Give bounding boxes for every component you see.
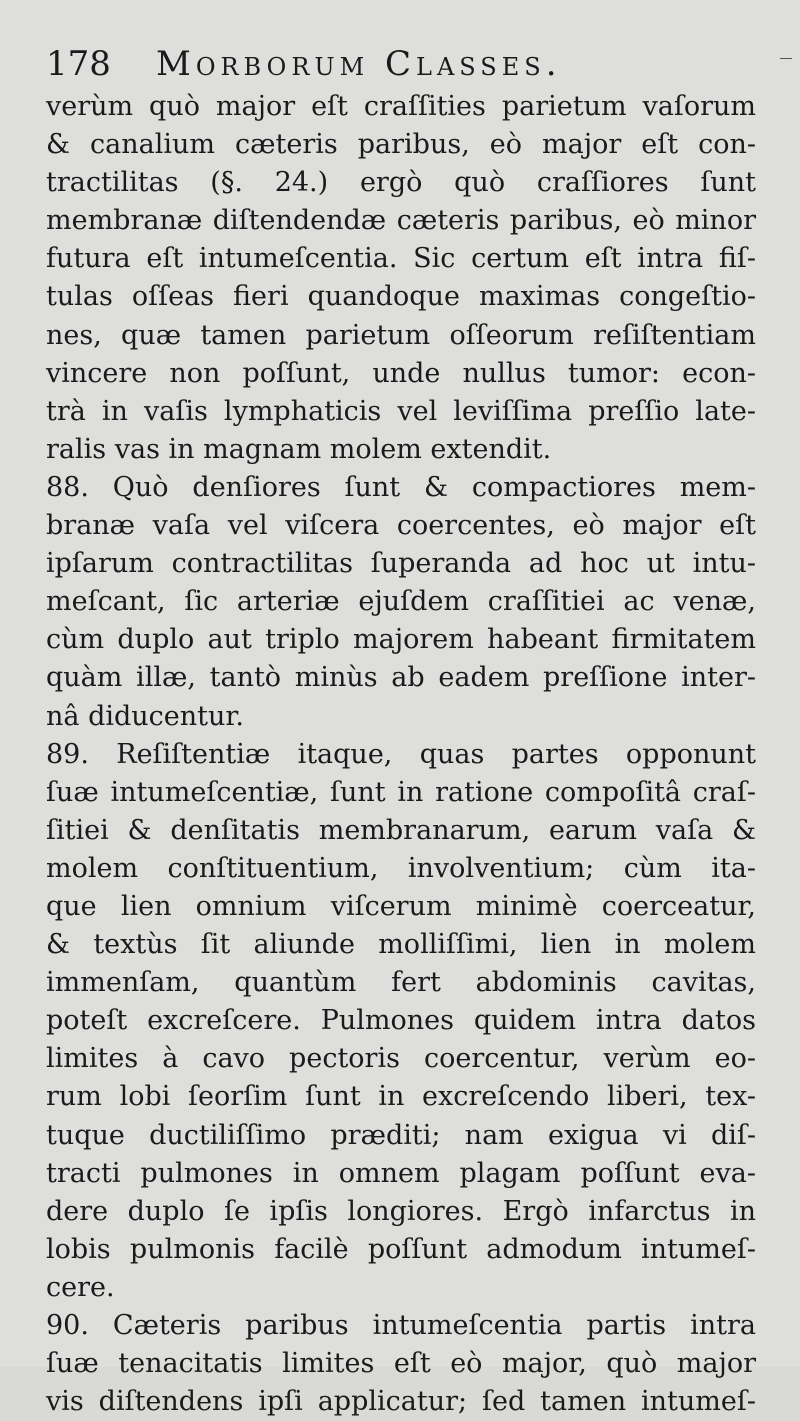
text-line: vincere non poſſunt, unde nullus tumor: econ- — [46, 357, 756, 389]
text-line: vis diſtendens ipſi applicatur; ſed tamen intumeſ- — [46, 1386, 756, 1418]
text-line: nâ diducentur. — [46, 700, 244, 732]
text-line: rum lobi ſeorſim ſunt in excreſcendo liberi, tex- — [46, 1081, 756, 1113]
text-line: dere duplo ſe ipſis longiores. Ergò infarctus in — [46, 1195, 756, 1227]
text-line: membranæ diſtendendæ cæteris paribus, eò minor — [46, 205, 756, 237]
text-line: limites à cavo pectoris coercentur, verùm eo- — [46, 1043, 756, 1075]
text-line: trà in vaſis lymphaticis vel leviſſima preſſio late- — [46, 395, 756, 427]
text-line: ſuæ intumeſcentiæ, ſunt in ratione compoſitâ craſ- — [46, 776, 756, 808]
text-line: cùm duplo aut triplo majorem habeant firmitatem — [46, 624, 756, 656]
text-line: tracti pulmones in omnem plagam poſſunt eva- — [46, 1157, 756, 1189]
text-line: ſuæ tenacitatis limites eſt eò major, quò major — [46, 1348, 756, 1380]
text-line: nes, quæ tamen parietum oſſeorum reſiſtentiam — [46, 319, 756, 351]
text-line: meſcant, ſic arteriæ ejuſdem craſſitiei ac venæ, — [46, 586, 756, 618]
text-line: 88. Quò denſiores ſunt & compactiores mem- — [46, 471, 756, 503]
text-line: cere. — [46, 1271, 115, 1303]
text-line: ralis vas in magnam molem extendit. — [46, 433, 552, 465]
text-line: tulas oſſeas fieri quandoque maximas congeſtio- — [46, 281, 756, 313]
text-line: tuque ductiliſſimo præditi; nam exigua vi diſ- — [46, 1119, 756, 1151]
text-line: & textùs ſit aliunde molliſſimi, lien in molem — [46, 929, 756, 961]
page-header — [46, 40, 756, 88]
text-line: quàm illæ, tantò minùs ab eadem preſſione inter- — [46, 662, 756, 694]
running-title: Morborum Classes. — [156, 44, 562, 84]
text-line: ipſarum contractilitas ſuperanda ad hoc ut intu- — [46, 548, 756, 580]
body-text — [46, 88, 756, 1421]
text-line: ſitiei & denſitatis membranarum, earum vaſa & — [46, 814, 756, 846]
text-line: futura eſt intumeſcentia. Sic certum eſt intra fiſ- — [46, 243, 756, 275]
text-line: 89. Reſiſtentiæ itaque, quas partes opponunt — [46, 738, 756, 770]
text-line: poteſt excreſcere. Pulmones quidem intra datos — [46, 1005, 756, 1037]
text-line: 90. Cæteris paribus intumeſcentia partis intra — [46, 1310, 756, 1341]
text-line: lobis pulmonis facilè poſſunt admodum intumeſ- — [46, 1233, 756, 1265]
text-line: molem conſtituentium, involventium; cùm ita- — [46, 852, 756, 884]
text-line: tractilitas (§. 24.) ergò quò craſſiores ſunt — [46, 167, 756, 199]
page-text — [46, 40, 756, 1421]
text-line: branæ vaſa vel viſcera coercentes, eò major eſt — [46, 510, 756, 542]
page-number: 178 — [46, 44, 111, 84]
text-line: & canalium cæteris paribus, eò major eſt con- — [46, 129, 756, 161]
text-line: verùm quò major eſt craſſities parietum vaſorum — [46, 91, 756, 122]
text-line: immenſam, quantùm fert abdominis cavitas, — [46, 967, 756, 999]
text-line: que lien omnium viſcerum minimè coerceatur, — [46, 890, 756, 922]
margin-mark — [780, 58, 792, 59]
